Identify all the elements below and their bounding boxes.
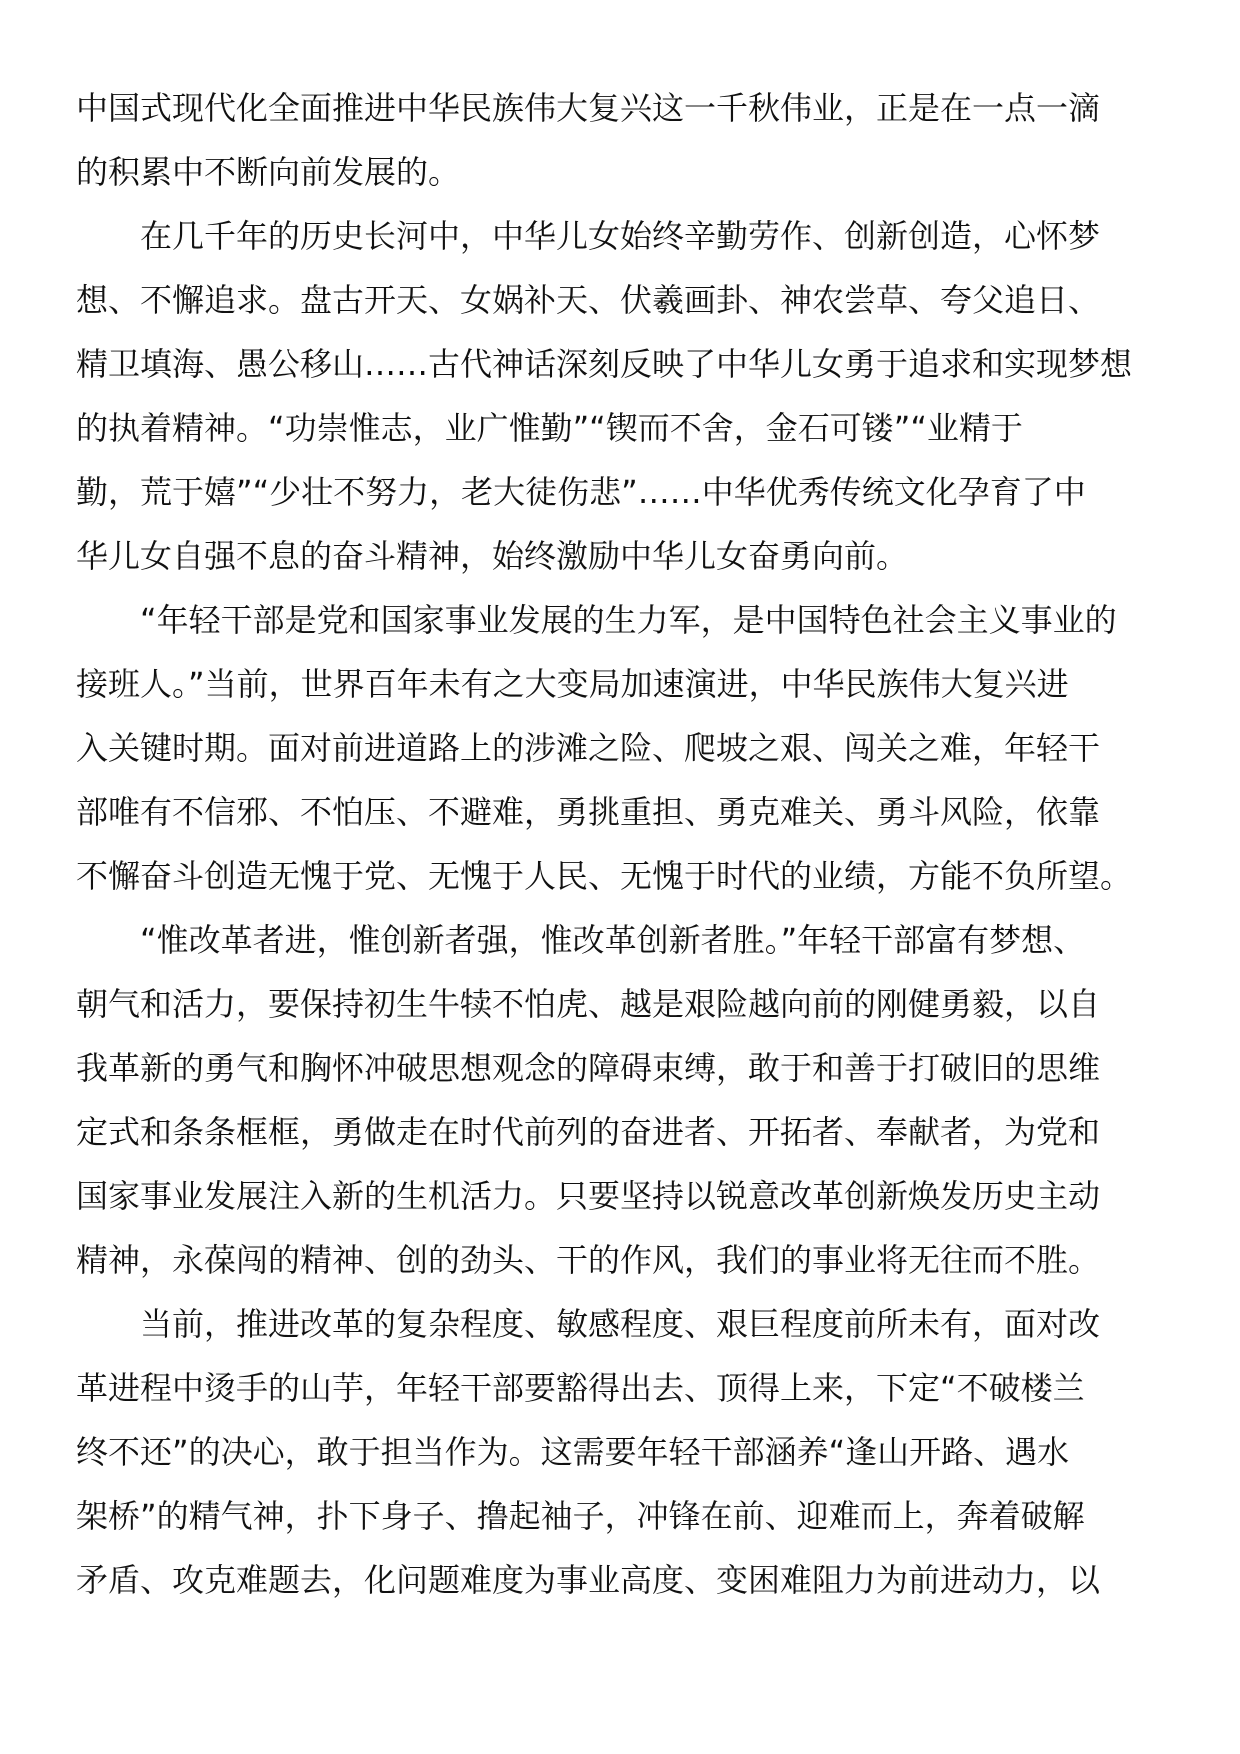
text-line-13: 不懈奋斗创造无愧于党、无愧于人民、无愧于时代的业绩，方能不负所望。 — [76, 857, 1133, 895]
text-line-24: 矛盾、攻克难题去，化问题难度为事业高度、变困难阻力为前进动力，以 — [76, 1561, 1101, 1599]
text-line-17: 定式和条条框框，勇做走在时代前列的奋进者、开拓者、奉献者，为党和 — [76, 1113, 1101, 1151]
text-line-5: 精卫填海、愚公移山……古代神话深刻反映了中华儿女勇于追求和实现梦想 — [76, 345, 1133, 383]
text-line-4: 想、不懈追求。盘古开天、女娲补天、伏羲画卦、神农尝草、夸父追日、 — [76, 281, 1101, 319]
text-line-19: 精神，永葆闯的精神、创的劲头、干的作风，我们的事业将无往而不胜。 — [76, 1241, 1101, 1279]
text-line-6: 的执着精神。“功崇惟志，业广惟勤”“锲而不舍，金石可镂”“业精于 — [76, 409, 1023, 447]
text-line-21: 革进程中烫手的山芋，年轻干部要豁得出去、顶得上来，下定“不破楼兰 — [76, 1369, 1085, 1407]
text-line-16: 我革新的勇气和胸怀冲破思想观念的障碍束缚，敢于和善于打破旧的思维 — [76, 1049, 1101, 1087]
text-line-9: “年轻干部是党和国家事业发展的生力军，是中国特色社会主义事业的 — [140, 601, 1117, 639]
text-line-7: 勤，荒于嬉”“少壮不努力，老大徒伤悲”……中华优秀传统文化孕育了中 — [76, 473, 1086, 511]
text-line-11: 入关键时期。面对前进道路上的涉滩之险、爬坡之艰、闯关之难，年轻干 — [76, 729, 1101, 767]
text-line-3: 在几千年的历史长河中，中华儿女始终辛勤劳作、创新创造，心怀梦 — [140, 217, 1101, 255]
text-line-18: 国家事业发展注入新的生机活力。只要坚持以锐意改革创新焕发历史主动 — [76, 1177, 1101, 1215]
text-line-10: 接班人。”当前，世界百年未有之大变局加速演进，中华民族伟大复兴进 — [76, 665, 1069, 703]
text-line-12: 部唯有不信邪、不怕压、不避难，勇挑重担、勇克难关、勇斗风险，依靠 — [76, 793, 1101, 831]
text-line-20: 当前，推进改革的复杂程度、敏感程度、艰巨程度前所未有，面对改 — [140, 1305, 1101, 1343]
text-line-23: 架桥”的精气神，扑下身子、撸起袖子，冲锋在前、迎难而上，奔着破解 — [76, 1497, 1085, 1535]
text-line-2: 的积累中不断向前发展的。 — [76, 153, 461, 191]
text-line-1: 中国式现代化全面推进中华民族伟大复兴这一千秋伟业，正是在一点一滴 — [76, 89, 1101, 127]
text-line-22: 终不还”的决心，敢于担当作为。这需要年轻干部涵养“逢山开路、遇水 — [76, 1433, 1070, 1471]
text-line-15: 朝气和活力，要保持初生牛犊不怕虎、越是艰险越向前的刚健勇毅，以自 — [76, 985, 1101, 1023]
text-line-14: “惟改革者进，惟创新者强，惟改革创新者胜。”年轻干部富有梦想、 — [140, 921, 1086, 959]
text-line-8: 华儿女自强不息的奋斗精神，始终激励中华儿女奋勇向前。 — [76, 537, 909, 575]
